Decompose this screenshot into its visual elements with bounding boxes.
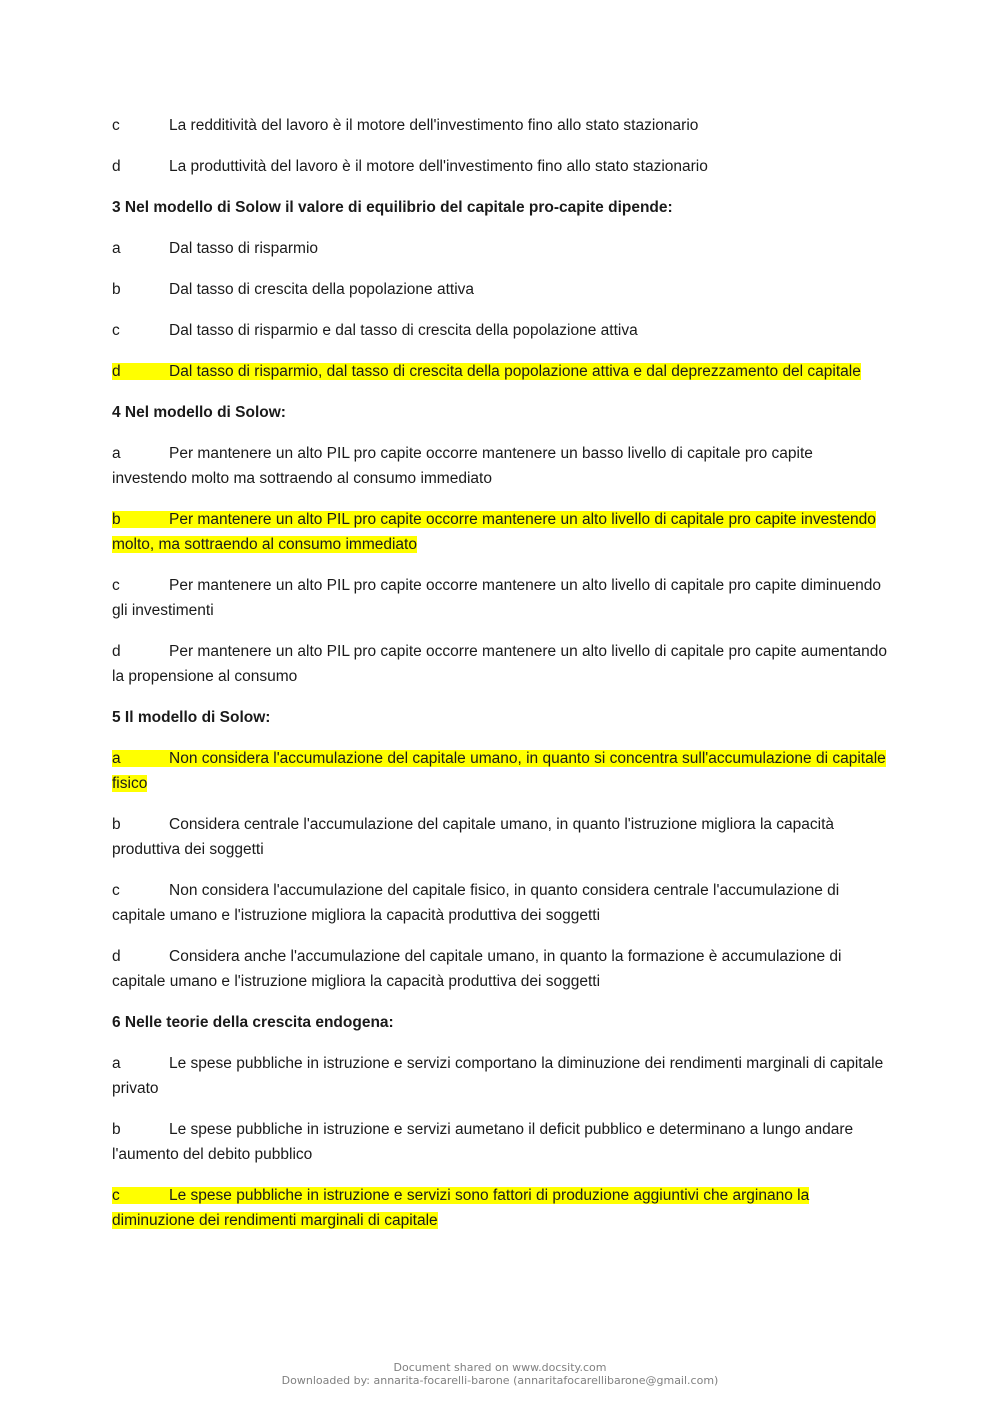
option-letter: a [112,445,121,462]
highlighted-answer [112,1187,809,1229]
option-letter: a [112,240,121,257]
option-letter: c [112,577,120,594]
answer-option [112,944,892,994]
option-text: Non considera l'accumulazione del capitale umano, in quanto si concentra sull'accumulazione di capitale fisico [112,750,886,792]
option-letter: c [112,882,120,899]
answer-option [112,277,892,302]
option-text: Per mantenere un alto PIL pro capite occorre mantenere un basso livello di capitale pro capite investendo molto ma sottraendo al consumo immediato [112,445,813,487]
option-content [112,948,841,990]
option-content [112,816,834,858]
option-text: Dal tasso di risparmio, dal tasso di crescita della popolazione attiva e dal deprezzamento del capitale [169,363,861,380]
option-content [112,322,638,339]
answer-option-highlighted [112,507,892,557]
option-content [112,643,887,685]
option-letter: d [112,158,121,175]
option-text: Considera centrale l'accumulazione del capitale umano, in quanto l'istruzione migliora la capacità produttiva dei soggetti [112,816,835,858]
highlighted-answer [112,511,876,553]
question-heading: 5 Il modello di Solow: [112,709,271,726]
answer-option [112,1117,892,1167]
option-text: Per mantenere un alto PIL pro capite occorre mantenere un alto livello di capitale pro capite investendo molto, ma sottraendo al consumo immediato [112,511,876,553]
option-letter: b [112,281,121,298]
answer-option [112,236,892,261]
question-heading: 4 Nel modello di Solow: [112,404,286,421]
option-content [112,117,698,134]
footer-shared-line: Document shared on www.docsity.com [393,1361,607,1374]
question-heading: 6 Nelle teorie della crescita endogena: [112,1014,394,1031]
answer-option [112,1051,892,1101]
option-text: Le spese pubbliche in istruzione e servizi comportano la diminuzione dei rendimenti marginali di capitale privato [112,1055,884,1097]
option-letter: c [112,322,120,339]
option-letter: d [112,643,121,660]
highlighted-answer [112,750,886,792]
answer-option-highlighted [112,1183,892,1233]
option-letter: a [112,1055,121,1072]
answer-option [112,318,892,343]
question-heading: 3 Nel modello di Solow il valore di equilibrio del capitale pro-capite dipende: [112,199,673,216]
answer-option [112,441,892,491]
answer-option [112,113,892,138]
option-text: La produttività del lavoro è il motore dell'investimento fino allo stato stazionario [169,158,708,175]
option-content [112,281,474,298]
option-letter: c [112,117,120,134]
option-content [112,1055,883,1097]
option-text: Per mantenere un alto PIL pro capite occorre mantenere un alto livello di capitale pro capite diminuendo gli investimenti [112,577,881,619]
answer-option-highlighted [112,746,892,796]
answer-option [112,812,892,862]
option-text: Per mantenere un alto PIL pro capite occorre mantenere un alto livello di capitale pro capite aumentando la propensione al consumo [112,643,888,685]
option-letter: b [112,816,121,833]
option-text: Le spese pubbliche in istruzione e servizi aumetano il deficit pubblico e determinano a lungo andare l'aumento del debito pubblico [112,1121,854,1163]
option-letter: d [112,948,121,965]
option-text: Le spese pubbliche in istruzione e servizi sono fattori di produzione aggiuntivi che arginano la diminuzione dei rendimenti marginali di capitale [112,1187,810,1229]
option-letter: a [112,750,121,767]
option-content [112,577,881,619]
answer-option [112,639,892,689]
answer-option [112,154,892,179]
option-text: Non considera l'accumulazione del capitale fisico, in quanto considera centrale l'accumulazione di capitale umano e l'istruzione migliora la capacità produttiva dei soggetti [112,882,840,924]
option-letter: b [112,511,121,528]
document-body [112,113,892,1249]
option-content [112,240,318,257]
option-content [112,445,813,487]
page-footer [0,1361,1000,1387]
option-letter: d [112,363,121,380]
answer-option-highlighted [112,359,892,384]
option-text: La redditività del lavoro è il motore dell'investimento fino allo stato stazionario [169,117,699,134]
option-text: Dal tasso di risparmio e dal tasso di crescita della popolazione attiva [169,322,638,339]
footer-downloaded-line: Downloaded by: annarita-focarelli-barone (annaritafocarellibarone@gmail.com) [281,1374,719,1387]
option-text: Considera anche l'accumulazione del capitale umano, in quanto la formazione è accumulazione di capitale umano e l'istruzione migliora la capacità produttiva dei soggetti [112,948,842,990]
highlighted-answer [112,363,861,380]
answer-option [112,573,892,623]
option-text: Dal tasso di risparmio [169,240,319,257]
answer-option [112,878,892,928]
option-letter: c [112,1187,120,1204]
option-letter: b [112,1121,121,1138]
option-content [112,1121,853,1163]
option-text: Dal tasso di crescita della popolazione attiva [169,281,475,298]
option-content [112,158,708,175]
option-content [112,882,839,924]
